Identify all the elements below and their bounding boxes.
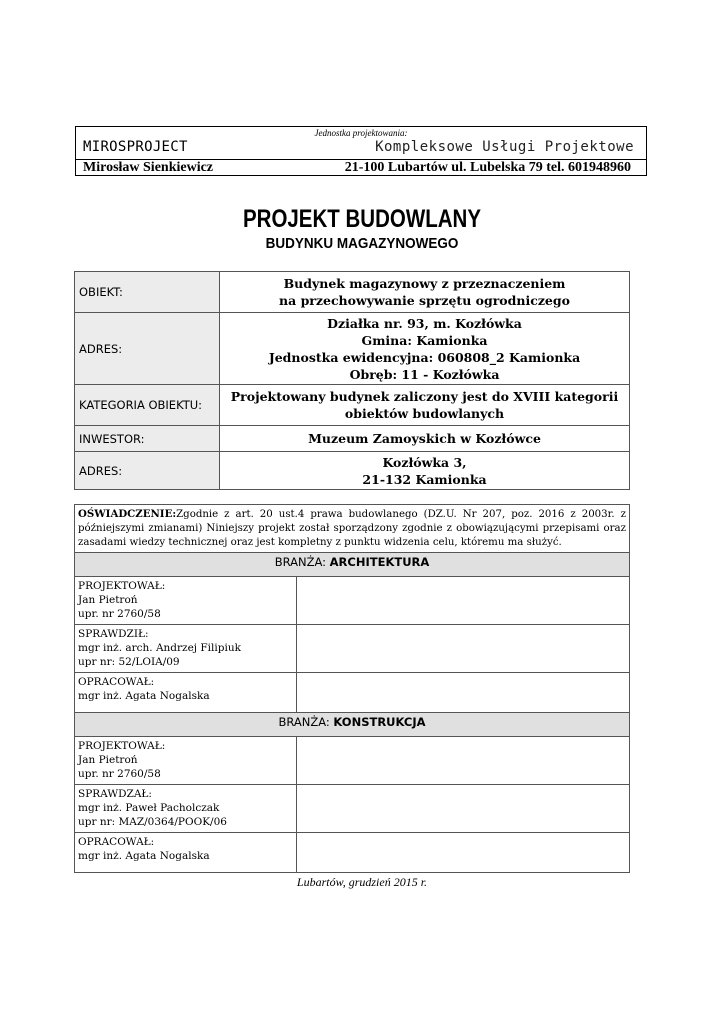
person-cell xyxy=(75,833,297,873)
person-cell xyxy=(75,737,297,785)
page-subtitle: BUDYNKU MAGAZYNOWEGO xyxy=(265,235,459,252)
person-cell xyxy=(75,785,297,833)
declaration-label: OŚWIADCZENIE: xyxy=(78,508,177,520)
address-line: Obręb: 11 - Kozłówka xyxy=(349,366,500,382)
investor-address-line: Kozłówka 3, xyxy=(382,454,467,470)
branch-name: ARCHITEKTURA xyxy=(329,555,430,569)
table-row xyxy=(75,737,630,785)
person-role: SPRAWDZIŁ: xyxy=(78,628,149,640)
investor-address-line: 21-132 Kamionka xyxy=(362,471,487,487)
category-line: Projektowany budynek zaliczony jest do XVIII kategorii xyxy=(230,389,619,404)
signature-field[interactable] xyxy=(297,577,630,625)
firm-contact: 21-100 Lubartów ul. Lubelska 79 tel. 601948960 xyxy=(344,160,631,175)
person-role: OPRACOWAŁ: xyxy=(78,836,155,848)
branch-name: KONSTRUKCJA xyxy=(333,715,426,729)
address-line: Gmina: Kamionka xyxy=(361,332,488,348)
table-row xyxy=(75,426,630,452)
address-label: ADRES: xyxy=(75,313,220,385)
person-cell xyxy=(75,577,297,625)
person-name: mgr inż. Agata Nogalska xyxy=(78,690,210,702)
investor-address-value xyxy=(220,452,630,490)
signature-field[interactable] xyxy=(297,737,630,785)
person-license: upr nr: 52/LOIA/09 xyxy=(78,656,180,668)
table-row xyxy=(75,833,630,873)
table-row xyxy=(75,385,630,426)
table-row xyxy=(75,785,630,833)
signature-field[interactable] xyxy=(297,673,630,713)
object-line: na przechowywanie sprzętu ogrodniczego xyxy=(279,293,570,308)
person-name: mgr inż. Agata Nogalska xyxy=(78,850,210,862)
object-label: OBIEKT: xyxy=(75,272,220,313)
person-license: upr nr: MAZ/0364/POOK/06 xyxy=(78,816,227,828)
project-info-table xyxy=(74,271,630,490)
design-unit-header xyxy=(75,126,647,176)
branch-header-row xyxy=(75,713,630,737)
person-role: OPRACOWAŁ: xyxy=(78,676,155,688)
table-row xyxy=(75,272,630,313)
signature-field[interactable] xyxy=(297,785,630,833)
person-name: mgr inż. Paweł Pacholczak xyxy=(78,802,220,814)
branch-construction xyxy=(75,713,630,737)
table-row xyxy=(75,313,630,385)
address-value xyxy=(220,313,630,385)
page-title: PROJEKT BUDOWLANY xyxy=(242,205,482,233)
firm-name: MIROSPROJECT xyxy=(83,139,188,155)
person-cell xyxy=(75,673,297,713)
investor-address-label: ADRES: xyxy=(75,452,220,490)
signature-table xyxy=(74,504,630,873)
branch-prefix: BRANŻA: xyxy=(274,555,330,569)
person-role: PROJEKTOWAŁ: xyxy=(78,740,166,752)
person-license: upr. nr 2760/58 xyxy=(78,768,161,780)
branch-header-row xyxy=(75,553,630,577)
person-role: PROJEKTOWAŁ: xyxy=(78,580,166,592)
person-cell xyxy=(75,625,297,673)
declaration-row xyxy=(75,505,630,553)
table-row xyxy=(75,577,630,625)
person-name: Jan Pietroń xyxy=(78,594,138,606)
branch-architecture xyxy=(75,553,630,577)
investor-label: INWESTOR: xyxy=(75,426,220,452)
address-line: Działka nr. 93, m. Kozłówka xyxy=(327,315,522,331)
person-license: upr. nr 2760/58 xyxy=(78,608,161,620)
place-date: Lubartów, grudzień 2015 r. xyxy=(296,875,428,889)
object-line: Budynek magazynowy z przeznaczeniem xyxy=(283,276,566,291)
address-line: Jednostka ewidencyjna: 060808_2 Kamionka xyxy=(268,349,581,365)
design-unit-label: Jednostka projektowania: xyxy=(314,128,408,138)
person-name: Jan Pietroń xyxy=(78,754,138,766)
person-name: mgr inż. arch. Andrzej Filipiuk xyxy=(78,642,241,654)
table-row xyxy=(75,673,630,713)
person-role: SPRAWDZAŁ: xyxy=(78,788,152,800)
category-line: obiektów budowlanych xyxy=(344,406,505,421)
category-label: KATEGORIA OBIEKTU: xyxy=(75,385,220,426)
object-value xyxy=(220,272,630,313)
declaration-text: Zgodnie z art. 20 ust.4 prawa budowlanego (DZ.U. Nr 207, poz. 2016 z 2003r. z późniejszymi zmianami) Niniejszy projekt został sporządzony zgodnie z obowiązującymi przepisami oraz zasadami wiedzy technicznej oraz jest kompletny z punktu widzenia celu, któremu ma służyć. xyxy=(78,509,626,548)
firm-owner: Mirosław Sienkiewicz xyxy=(83,160,214,175)
branch-prefix: BRANŻA: xyxy=(278,715,334,729)
table-row xyxy=(75,452,630,490)
signature-field[interactable] xyxy=(297,625,630,673)
firm-services: Kompleksowe Usługi Projektowe xyxy=(375,139,634,155)
table-row xyxy=(75,625,630,673)
signature-field[interactable] xyxy=(297,833,630,873)
category-value xyxy=(220,385,630,426)
declaration xyxy=(75,505,630,553)
investor-value: Muzeum Zamoyskich w Kozłówce xyxy=(220,426,630,452)
